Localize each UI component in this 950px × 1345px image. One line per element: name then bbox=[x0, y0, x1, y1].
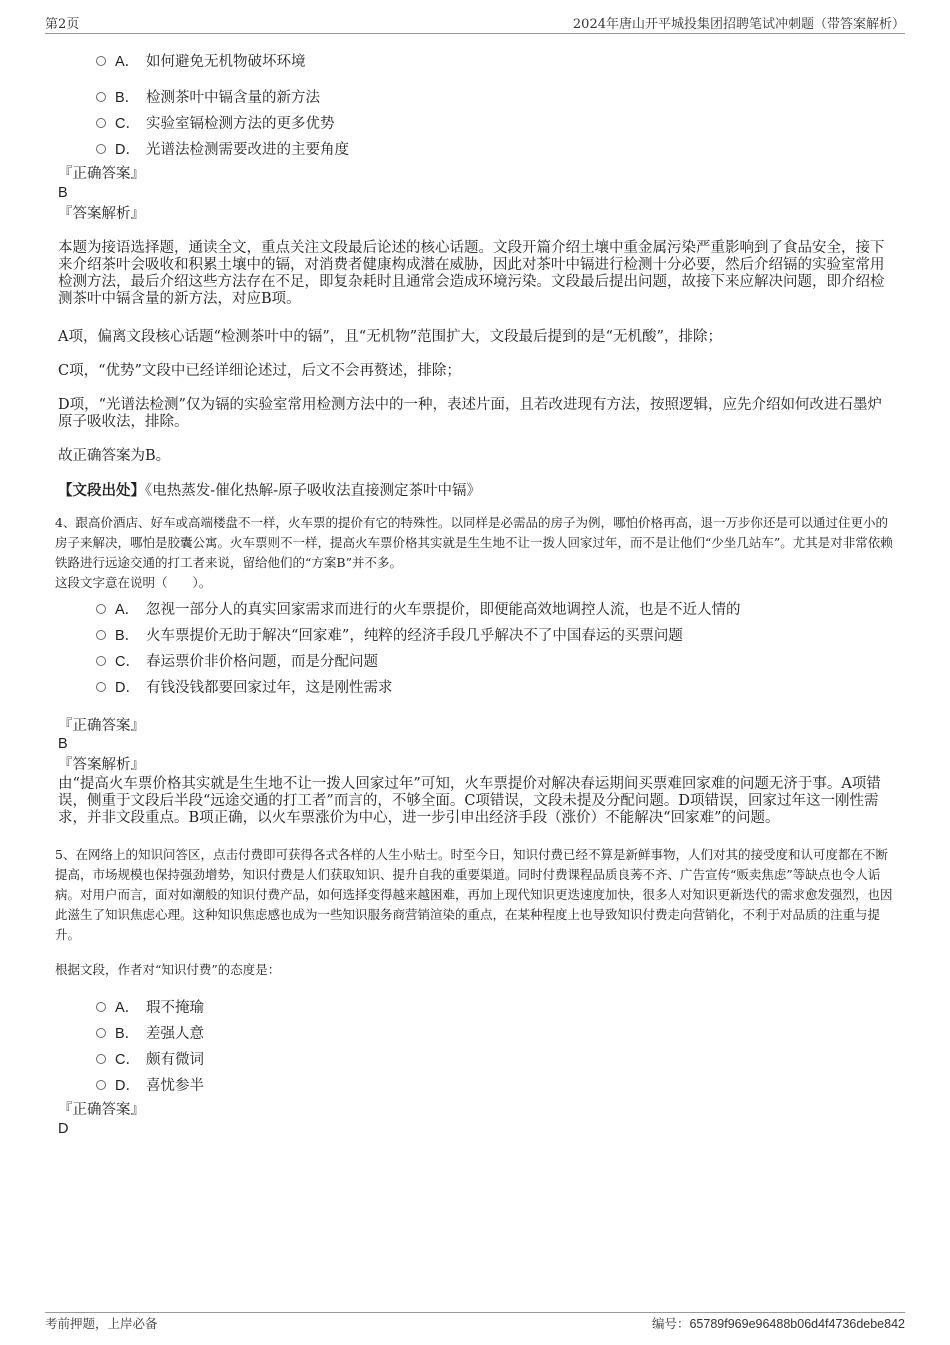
radio-icon[interactable] bbox=[96, 118, 106, 128]
q4-analysis: 由“提高火车票价格其实就是生生地不让一拨人回家过年”可知，火车票提价对解决春运期间买票难回家难的问题无济于事。A项错误，侧重于文段后半段“远途交通的打工者”而言的，不够全面。C项错误，文段未提及分配问题。D项错误，回家过年这一刚性需求，并非文段重点。B项正确，以火车票涨价为中心，进一步引申出经济手段（涨价）不能解决“回家难”的问题。 bbox=[58, 776, 881, 826]
radio-icon[interactable] bbox=[96, 682, 106, 692]
q3-analysis-label: 『答案解析』 bbox=[58, 206, 145, 222]
radio-icon[interactable] bbox=[96, 144, 106, 154]
radio-icon[interactable] bbox=[96, 656, 106, 666]
q4-option-d[interactable]: D． 有钱没钱都要回家过年，这是刚性需求 bbox=[96, 676, 393, 697]
q3-option-c[interactable]: C． 实验室镉检测方法的更多优势 bbox=[96, 112, 335, 133]
q5-answer: D bbox=[58, 1121, 69, 1137]
q4-answer-label: 『正确答案』 bbox=[58, 718, 145, 734]
q5-answer-label: 『正确答案』 bbox=[58, 1102, 145, 1118]
document-title: 2024年唐山开平城投集团招聘笔试冲刺题（带答案解析） bbox=[572, 17, 905, 32]
q5-option-a[interactable]: A． 瑕不掩瑜 bbox=[96, 996, 204, 1017]
q4-option-c[interactable]: C． 春运票价非价格问题，而是分配问题 bbox=[96, 650, 378, 671]
radio-icon[interactable] bbox=[96, 1080, 106, 1090]
footer-slogan: 考前押题，上岸必备 bbox=[45, 1316, 158, 1331]
radio-icon[interactable] bbox=[96, 1002, 106, 1012]
footer-divider bbox=[45, 1312, 905, 1313]
page-number: 第2页 bbox=[45, 17, 80, 32]
header-divider bbox=[45, 33, 905, 34]
q3-option-d[interactable]: D． 光谱法检测需要改进的主要角度 bbox=[96, 138, 349, 159]
q4-answer: B bbox=[58, 736, 68, 752]
q4-analysis-label: 『答案解析』 bbox=[58, 757, 145, 773]
q5-option-b[interactable]: B． 差强人意 bbox=[96, 1022, 204, 1043]
q3-option-a[interactable]: A． 如何避免无机物破坏环境 bbox=[96, 50, 306, 71]
q3-analysis-paragraph: 故正确答案为B。 bbox=[58, 448, 171, 464]
q5-option-d[interactable]: D． 喜忧参半 bbox=[96, 1074, 204, 1095]
q3-analysis-paragraph: C项，“优势”文段中已经详细论述过，后文不会再赘述，排除； bbox=[58, 363, 461, 379]
radio-icon[interactable] bbox=[96, 630, 106, 640]
q4-stem: 4、跟高价酒店、好车或高端楼盘不一样，火车票的提价有它的特殊性。以同样是必需品的房子为例，哪怕价格再高，退一万步你还是可以通过住更小的房子来解决，哪怕是胶囊公寓。火车票则不一样，提高火车票价格其实就是生生地不让一拨人回家过年，而不是让他们“少坐几站车”。尤其是对非常依赖铁路进行远途交通的打工者来说，留给他们的“方案B”并不多。 bbox=[55, 515, 893, 570]
q3-analysis-paragraph: A项，偏离文段核心话题“检测茶叶中的镉”，且“无机物”范围扩大，文段最后提到的是“无机酸”，排除； bbox=[58, 329, 722, 345]
q3-answer-label: 『正确答案』 bbox=[58, 166, 145, 182]
page-footer bbox=[45, 1314, 905, 1334]
radio-icon[interactable] bbox=[96, 1028, 106, 1038]
radio-icon[interactable] bbox=[96, 92, 106, 102]
q3-option-b[interactable]: B． 检测茶叶中镉含量的新方法 bbox=[96, 86, 320, 107]
q4-question: 这段文字意在说明（ ）。 bbox=[55, 575, 212, 590]
q3-analysis-paragraph: 本题为接语选择题，通读全文，重点关注文段最后论述的核心话题。文段开篇介绍土壤中重金属污染严重影响到了食品安全，接下来介绍茶叶会吸收和积累土壤中的镉，对消费者健康构成潜在威胁，因此对茶叶中镉进行检测十分必要，然后介绍镉的实验室常用检测方法，最后介绍这些方法存在不足，即复杂耗时且通常会造成环境污染。文段最后提出问题，故接下来应解决问题，即介绍检测茶叶中镉含量的新方法，对应B项。 bbox=[58, 240, 885, 307]
q3-source: 【文段出处】《电热蒸发-催化热解-原子吸收法直接测定茶叶中镉》 bbox=[58, 482, 482, 499]
q5-option-c[interactable]: C． 颇有微词 bbox=[96, 1048, 204, 1069]
q4-option-a[interactable]: A． 忽视一部分人的真实回家需求而进行的火车票提价，即便能高效地调控人流，也是不近人情的 bbox=[96, 598, 741, 619]
q4-option-b[interactable]: B． 火车票提价无助于解决“回家难”，纯粹的经济手段几乎解决不了中国春运的买票问题 bbox=[96, 624, 683, 645]
q3-analysis-paragraph: D项，“光谱法检测”仅为镉的实验室常用检测方法中的一种，表述片面，且若改进现有方法，按照逻辑，应先介绍如何改进石墨炉原子吸收法，排除。 bbox=[58, 397, 882, 430]
radio-icon[interactable] bbox=[96, 56, 106, 66]
page-header bbox=[45, 13, 905, 33]
q3-answer: B bbox=[58, 185, 68, 201]
document-id: 编号：65789f969e96488b06d4f4736debe842 bbox=[651, 1317, 905, 1331]
radio-icon[interactable] bbox=[96, 604, 106, 614]
radio-icon[interactable] bbox=[96, 1054, 106, 1064]
q5-question: 根据文段，作者对“知识付费”的态度是： bbox=[55, 962, 281, 977]
q5-stem: 5、在网络上的知识问答区，点击付费即可获得各式各样的人生小贴士。时至今日，知识付费已经不算是新鲜事物，人们对其的接受度和认可度都在不断提高，市场规模也保持强劲增势，知识付费是人们获取知识、提升自我的重要渠道。同时付费课程品质良莠不齐、广告宣传“贩卖焦虑”等缺点也令人诟病。对用户而言，面对如潮般的知识付费产品，如何选择变得越来越困难，再加上现代知识更迭速度加快，很多人对知识更新迭代的需求愈发强烈，也因此滋生了知识焦虑心理。这种知识焦虑感也成为一些知识服务商营销渲染的重点，在某种程度上也导致知识付费走向营销化，不利于对品质的注重与提升。 bbox=[55, 847, 893, 942]
